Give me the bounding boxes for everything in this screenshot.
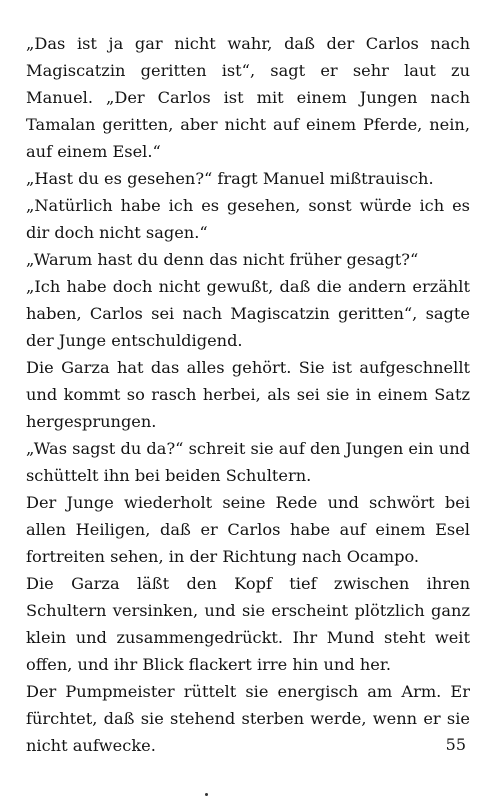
page-number: 55 bbox=[445, 735, 466, 754]
paragraph: „Was sagst du da?“ schreit sie auf den Jungen ein und schüttelt ihn bei beiden Schultern. bbox=[26, 439, 470, 485]
paragraph: Der Pumpmeister rüttelt sie energisch am Arm. Er fürchtet, daß sie stehend sterben werde, wenn er sie nicht aufwecke. bbox=[26, 682, 470, 755]
body-text bbox=[26, 30, 470, 759]
paragraph: „Hast du es gesehen?“ fragt Manuel mißtrauisch. bbox=[26, 169, 434, 188]
paragraph: Die Garza hat das alles gehört. Sie ist aufgeschnellt und kommt so rasch herbei, als sei sie in einem Satz hergesprungen. bbox=[26, 358, 470, 431]
paragraph: Der Junge wiederholt seine Rede und schwört bei allen Heiligen, daß er Carlos habe auf einem Esel fortreiten sehen, in der Richtung nach Ocampo. bbox=[26, 493, 470, 566]
paragraph: Die Garza läßt den Kopf tief zwischen ihren Schultern versinken, und sie erscheint plötzlich ganz klein und zusammengedrückt. Ihr Mund steht weit offen, und ihr Blick flackert irre hin und her. bbox=[26, 574, 470, 674]
paragraph: „Warum hast du denn das nicht früher gesagt?“ bbox=[26, 250, 419, 269]
paragraph: „Das ist ja gar nicht wahr, daß der Carlos nach Magiscatzin geritten ist“, sagt er sehr laut zu Manuel. „Der Carlos ist mit einem Jungen nach Tamalan geritten, aber nicht auf einem Pferde, nein, auf einem Esel.“ bbox=[26, 34, 470, 161]
paragraph: „Ich habe doch nicht gewußt, daß die andern erzählt haben, Carlos sei nach Magiscatzin geritten“, sagte der Junge entschuldigend. bbox=[26, 277, 470, 350]
ink-speck bbox=[205, 793, 208, 796]
paragraph: „Natürlich habe ich es gesehen, sonst würde ich es dir doch nicht sagen.“ bbox=[26, 196, 470, 242]
